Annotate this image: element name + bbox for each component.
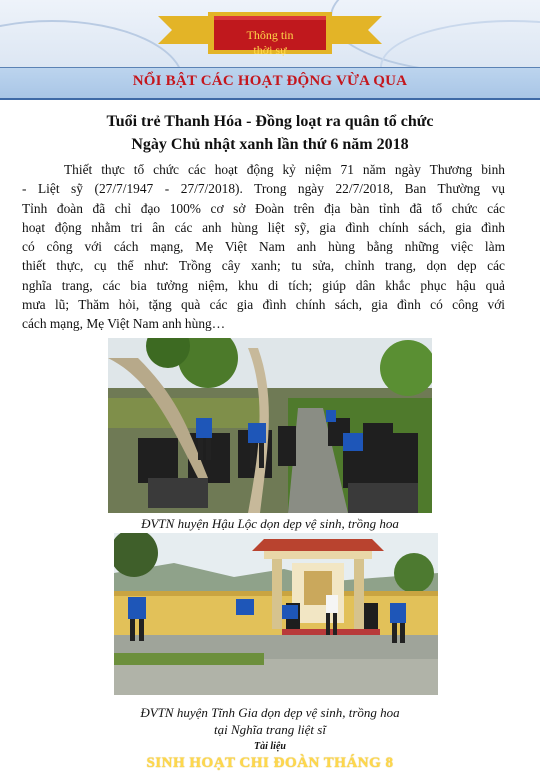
article-line: nghĩa trang, các bia tưởng niệm, khu di tích; giúp dân khắc phục hậu quả — [22, 277, 505, 293]
banner-line-1: Thông tin — [246, 28, 294, 42]
photo-caption-2 — [100, 704, 440, 738]
banner-line-2: thời sự — [253, 43, 287, 57]
banner-title — [230, 28, 310, 58]
article-line: Tỉnh đoàn đã chỉ đạo 100% cơ sở Đoàn trên địa bàn tỉnh đã tổ chức các — [22, 200, 505, 216]
photo-caption-2-line-2: tại Nghĩa trang liệt sĩ — [214, 722, 326, 737]
article-body — [22, 160, 505, 334]
article-line: mưa lũ; Thăm hỏi, tặng quà các gia đình chính sách, gia đình có công với — [22, 297, 505, 313]
article-line: hoạt động nhằm tri ân các anh hùng liệt sỹ, gia đình chính sách, gia đình — [22, 219, 505, 235]
footer-title: SINH HOẠT CHI ĐOÀN THÁNG 8 — [146, 755, 394, 771]
article-title-line-1: Tuổi trẻ Thanh Hóa - Đồng loạt ra quân tổ chức — [106, 113, 434, 130]
article-line: Thiết thực tổ chức các hoạt động kỷ niệm 71 năm ngày Thương binh — [64, 162, 505, 177]
photo-hau-loc-cemetery — [108, 338, 432, 513]
news-banner — [150, 10, 390, 62]
section-header-bar — [0, 67, 540, 100]
article-line: có công với cách mạng, Mẹ Việt Nam anh hùng bằng những việc làm — [22, 239, 505, 255]
photo-caption-2-line-1: ĐVTN huyện Tĩnh Gia dọn dẹp vệ sinh, trồng hoa — [140, 705, 400, 720]
header-band — [0, 0, 540, 68]
photo-tinh-gia-memorial — [114, 533, 438, 695]
article-line: - Liệt sỹ (27/7/1947 - 27/7/2018). Trong ngày 22/7/2018, Ban Thường vụ — [22, 181, 505, 197]
article-line: thiết thực, cụ thể như: Trồng cây xanh; tu sửa, chỉnh trang, dọn dẹp các — [22, 258, 505, 274]
source-label: Tài liệu — [254, 741, 286, 752]
article-line: cách mạng, Mẹ Việt Nam anh hùng… — [22, 316, 226, 332]
photo-tinh-gia-graphic — [114, 533, 438, 695]
article-title — [30, 110, 510, 156]
section-title: NỔI BẬT CÁC HOẠT ĐỘNG VỪA QUA — [132, 73, 408, 89]
photo-hau-loc-graphic — [108, 338, 432, 513]
article-title-line-2: Ngày Chủ nhật xanh lần thứ 6 năm 2018 — [131, 136, 409, 153]
photo-caption-1: ĐVTN huyện Hậu Lộc dọn dẹp vệ sinh, trồng hoa — [141, 516, 399, 531]
